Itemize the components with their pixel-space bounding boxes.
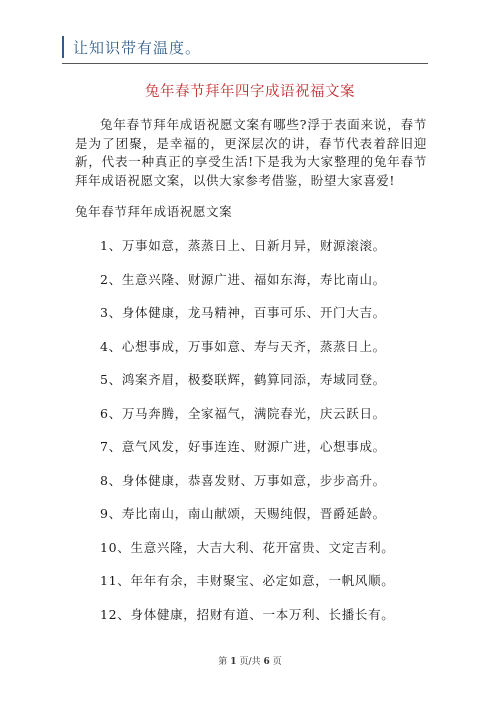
list-item: 10、生意兴隆，大吉大利、花开富贵、文定吉利。 (100, 539, 395, 555)
list-item: 4、心想事成，万事如意、寿与天齐，蒸蒸日上。 (100, 338, 386, 354)
header-accent-bar (62, 36, 64, 58)
blessing-list (100, 236, 430, 638)
current-page-number: 1 (230, 657, 237, 667)
intro-paragraph: 兔年春节拜年成语祝愿文案有哪些?浮于表面来说，春节是为了团聚，是幸福的，更深层次的讲，春节代表着辞旧迎新，代表一种真正的享受生活!下是我为大家整理的兔年春节拜年成语祝愿文案，以供大家参考借鉴，盼望大家喜爱! (75, 117, 427, 188)
list-item: 5、鸿案齐眉，极婺联辉，鹤算同添，寿域同登。 (100, 372, 386, 387)
list-item: 12、身体健康，招财有道、一本万利、长播长有。 (100, 606, 395, 622)
list-item: 7、意气风发，好事连连、财源广进，心想事成。 (100, 439, 386, 454)
footer-middle: 页/共 (239, 657, 261, 667)
list-item: 1、万事如意，蒸蒸日上、日新月异，财源滚滚。 (100, 238, 386, 253)
list-item: 11、年年有余，丰财聚宝、必定如意，一帆风顺。 (100, 573, 395, 588)
header-slogan: 让知识带有温度。 (73, 38, 202, 57)
section-heading: 兔年春节拜年成语祝愿文案 (75, 204, 233, 219)
page-footer (0, 654, 500, 667)
total-page-count: 6 (263, 657, 270, 667)
list-item: 3、身体健康，龙马精神，百事可乐、开门大吉。 (100, 305, 386, 320)
list-item: 6、万马奔腾，全家福气，满院春光，庆云跃日。 (100, 405, 386, 421)
list-item: 9、寿比南山，南山献颂，天赐纯假，晋爵延龄。 (100, 506, 386, 521)
site-header (62, 34, 201, 60)
list-item: 2、生意兴隆、财源广进、福如东海，寿比南山。 (100, 271, 386, 287)
header-divider (62, 63, 428, 64)
footer-suffix: 页 (272, 657, 282, 667)
list-item: 8、身体健康，恭喜发财、万事如意，步步高升。 (100, 472, 386, 488)
footer-prefix: 第 (218, 657, 228, 667)
document-title: 兔年春节拜年四字成语祝福文案 (145, 84, 355, 100)
